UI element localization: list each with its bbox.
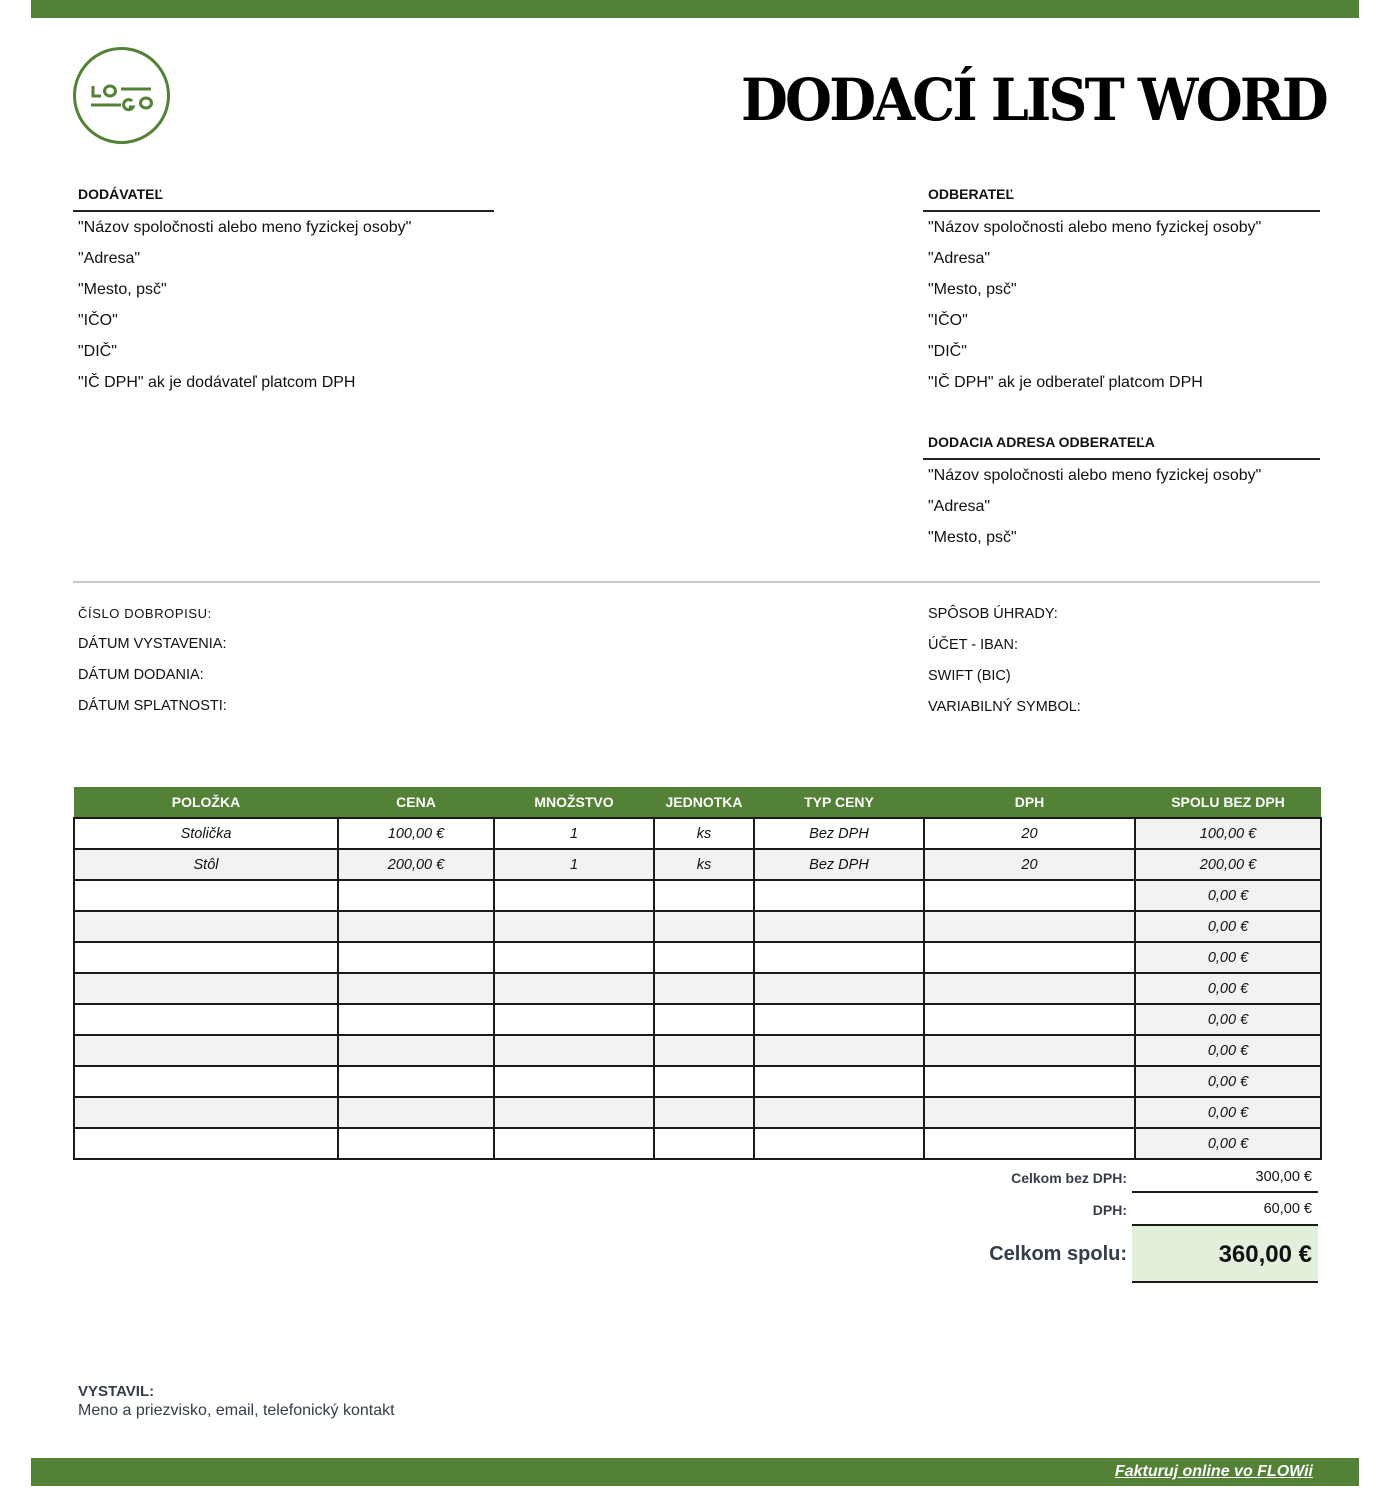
cell-price-type[interactable] — [754, 1004, 924, 1035]
cell-quantity[interactable] — [494, 942, 654, 973]
table-row — [74, 911, 1321, 942]
col-header-price-type: TYP CENY — [754, 787, 924, 818]
table-row — [74, 1097, 1321, 1128]
cell-unit[interactable] — [654, 911, 754, 942]
cell-unit[interactable] — [654, 1128, 754, 1159]
customer-dic: "DIČ" — [928, 343, 967, 360]
cell-price-type[interactable]: Bez DPH — [754, 818, 924, 849]
cell-item[interactable]: Stolička — [74, 818, 338, 849]
delivery-address: "Adresa" — [928, 498, 991, 515]
subtotal-value: 300,00 € — [1132, 1162, 1318, 1193]
table-row — [74, 818, 1321, 849]
cell-quantity[interactable]: 1 — [494, 818, 654, 849]
cell-price[interactable] — [338, 1004, 494, 1035]
supplier-ico: "IČO" — [78, 312, 118, 329]
cell-vat[interactable] — [924, 1004, 1135, 1035]
cell-price[interactable] — [338, 1097, 494, 1128]
cell-vat[interactable] — [924, 973, 1135, 1004]
cell-quantity[interactable] — [494, 1097, 654, 1128]
cell-item[interactable] — [74, 880, 338, 911]
cell-item[interactable] — [74, 1097, 338, 1128]
cell-price-type[interactable] — [754, 1066, 924, 1097]
document-title: DODACÍ LIST WORD — [741, 66, 1326, 134]
table-row — [74, 849, 1321, 880]
supplier-heading: DODÁVATEĽ — [73, 185, 494, 212]
customer-name: "Názov spoločnosti alebo meno fyzickej osoby" — [928, 219, 1262, 236]
col-header-vat: DPH — [924, 787, 1135, 818]
table-row — [74, 1128, 1321, 1159]
subtotal-row — [900, 1162, 1320, 1193]
items-table — [73, 787, 1322, 1160]
cell-price[interactable] — [338, 942, 494, 973]
cell-item[interactable] — [74, 1035, 338, 1066]
table-row — [74, 880, 1321, 911]
table-row — [74, 1066, 1321, 1097]
section-divider — [73, 581, 1320, 583]
cell-price-type[interactable] — [754, 1128, 924, 1159]
cell-unit[interactable] — [654, 1066, 754, 1097]
cell-total: 100,00 € — [1135, 818, 1321, 849]
cell-unit[interactable]: ks — [654, 849, 754, 880]
cell-total: 0,00 € — [1135, 880, 1321, 911]
cell-price-type[interactable]: Bez DPH — [754, 849, 924, 880]
col-header-quantity: MNOŽSTVO — [494, 787, 654, 818]
col-header-item: POLOŽKA — [74, 787, 338, 818]
cell-price[interactable]: 200,00 € — [338, 849, 494, 880]
cell-item[interactable]: Stôl — [74, 849, 338, 880]
cell-quantity[interactable] — [494, 911, 654, 942]
vat-value: 60,00 € — [1132, 1193, 1318, 1226]
cell-total: 0,00 € — [1135, 973, 1321, 1004]
cell-vat[interactable] — [924, 1097, 1135, 1128]
issued-by-value: Meno a priezvisko, email, telefonický kontakt — [78, 1402, 395, 1419]
customer-city: "Mesto, psč" — [928, 281, 1017, 298]
payment-method-label: SPÔSOB ÚHRADY: — [928, 606, 1058, 622]
customer-address: "Adresa" — [928, 250, 991, 267]
issued-by-block — [78, 1383, 395, 1420]
cell-vat[interactable] — [924, 1128, 1135, 1159]
cell-unit[interactable] — [654, 942, 754, 973]
customer-ico: "IČO" — [928, 312, 968, 329]
cell-item[interactable] — [74, 973, 338, 1004]
delivery-city: "Mesto, psč" — [928, 529, 1017, 546]
cell-price[interactable] — [338, 1066, 494, 1097]
cell-price-type[interactable] — [754, 942, 924, 973]
supplier-block — [73, 185, 494, 398]
cell-quantity[interactable] — [494, 1035, 654, 1066]
cell-quantity[interactable] — [494, 1128, 654, 1159]
issued-by-label: VYSTAVIL: — [78, 1383, 155, 1400]
cell-total: 0,00 € — [1135, 942, 1321, 973]
cell-total: 0,00 € — [1135, 1004, 1321, 1035]
cell-price[interactable] — [338, 880, 494, 911]
iban-label: ÚČET - IBAN: — [928, 637, 1018, 653]
due-date-label: DÁTUM SPLATNOSTI: — [78, 698, 227, 714]
supplier-icdph: "IČ DPH" ak je dodávateľ platcom DPH — [78, 374, 356, 391]
variable-symbol-label: VARIABILNÝ SYMBOL: — [928, 699, 1081, 715]
cell-quantity[interactable] — [494, 1004, 654, 1035]
cell-price-type[interactable] — [754, 973, 924, 1004]
cell-item[interactable] — [74, 942, 338, 973]
cell-unit[interactable] — [654, 1035, 754, 1066]
cell-total: 0,00 € — [1135, 1128, 1321, 1159]
grand-total-row — [900, 1226, 1320, 1283]
cell-unit[interactable] — [654, 880, 754, 911]
cell-item[interactable] — [74, 1004, 338, 1035]
customer-heading: ODBERATEĽ — [923, 185, 1320, 212]
payment-meta-right — [923, 599, 1081, 723]
totals-block — [900, 1162, 1320, 1283]
supplier-city: "Mesto, psč" — [78, 281, 167, 298]
cell-price-type[interactable] — [754, 1035, 924, 1066]
col-header-price: CENA — [338, 787, 494, 818]
cell-vat[interactable] — [924, 911, 1135, 942]
cell-price-type[interactable] — [754, 1097, 924, 1128]
cell-vat[interactable]: 20 — [924, 818, 1135, 849]
cell-total: 0,00 € — [1135, 1066, 1321, 1097]
document-meta-left — [73, 598, 227, 722]
cell-unit[interactable]: ks — [654, 818, 754, 849]
cell-price[interactable] — [338, 911, 494, 942]
issue-date-label: DÁTUM VYSTAVENIA: — [78, 636, 227, 652]
customer-icdph: "IČ DPH" ak je odberateľ platcom DPH — [928, 374, 1203, 391]
logo — [73, 47, 170, 144]
cell-price[interactable]: 100,00 € — [338, 818, 494, 849]
credit-note-number-label: ČÍSLO DOBROPISU: — [78, 606, 212, 621]
table-row — [74, 1004, 1321, 1035]
delivery-date-label: DÁTUM DODANIA: — [78, 667, 204, 683]
delivery-address-heading: DODACIA ADRESA ODBERATEĽA — [923, 433, 1320, 460]
flowii-link[interactable]: Fakturuj online vo FLOWii — [1114, 1463, 1313, 1480]
table-header-row — [74, 787, 1321, 818]
supplier-address: "Adresa" — [78, 250, 141, 267]
cell-vat[interactable] — [924, 1066, 1135, 1097]
cell-price-type[interactable] — [754, 880, 924, 911]
footer-bar — [31, 1458, 1359, 1486]
cell-total: 200,00 € — [1135, 849, 1321, 880]
subtotal-label: Celkom bez DPH: — [1011, 1169, 1127, 1186]
supplier-name: "Názov spoločnosti alebo meno fyzickej osoby" — [78, 219, 412, 236]
vat-row — [900, 1193, 1320, 1226]
grand-total-label: Celkom spolu: — [989, 1243, 1127, 1265]
customer-block — [923, 185, 1320, 398]
cell-unit[interactable] — [654, 1097, 754, 1128]
cell-price-type[interactable] — [754, 911, 924, 942]
cell-total: 0,00 € — [1135, 911, 1321, 942]
supplier-dic: "DIČ" — [78, 343, 117, 360]
cell-vat[interactable] — [924, 1035, 1135, 1066]
cell-total: 0,00 € — [1135, 1035, 1321, 1066]
swift-label: SWIFT (BIC) — [928, 668, 1011, 684]
cell-total: 0,00 € — [1135, 1097, 1321, 1128]
cell-vat[interactable] — [924, 942, 1135, 973]
cell-unit[interactable] — [654, 973, 754, 1004]
table-row — [74, 1035, 1321, 1066]
table-row — [74, 942, 1321, 973]
grand-total-value: 360,00 € — [1132, 1226, 1318, 1283]
cell-vat[interactable] — [924, 880, 1135, 911]
delivery-name: "Názov spoločnosti alebo meno fyzickej osoby" — [928, 467, 1262, 484]
cell-item[interactable] — [74, 911, 338, 942]
cell-price[interactable] — [338, 1128, 494, 1159]
cell-item[interactable] — [74, 1128, 338, 1159]
delivery-address-block — [923, 433, 1320, 553]
cell-vat[interactable]: 20 — [924, 849, 1135, 880]
cell-price[interactable] — [338, 973, 494, 1004]
cell-quantity[interactable] — [494, 1066, 654, 1097]
table-row — [74, 973, 1321, 1004]
col-header-unit: JEDNOTKA — [654, 787, 754, 818]
cell-quantity[interactable] — [494, 973, 654, 1004]
cell-price[interactable] — [338, 1035, 494, 1066]
cell-unit[interactable] — [654, 1004, 754, 1035]
cell-quantity[interactable] — [494, 880, 654, 911]
top-accent-bar — [31, 0, 1359, 18]
logo-icon — [76, 50, 167, 141]
col-header-total-excl-vat: SPOLU BEZ DPH — [1135, 787, 1321, 818]
vat-label: DPH: — [1092, 1201, 1127, 1218]
cell-item[interactable] — [74, 1066, 338, 1097]
cell-quantity[interactable]: 1 — [494, 849, 654, 880]
